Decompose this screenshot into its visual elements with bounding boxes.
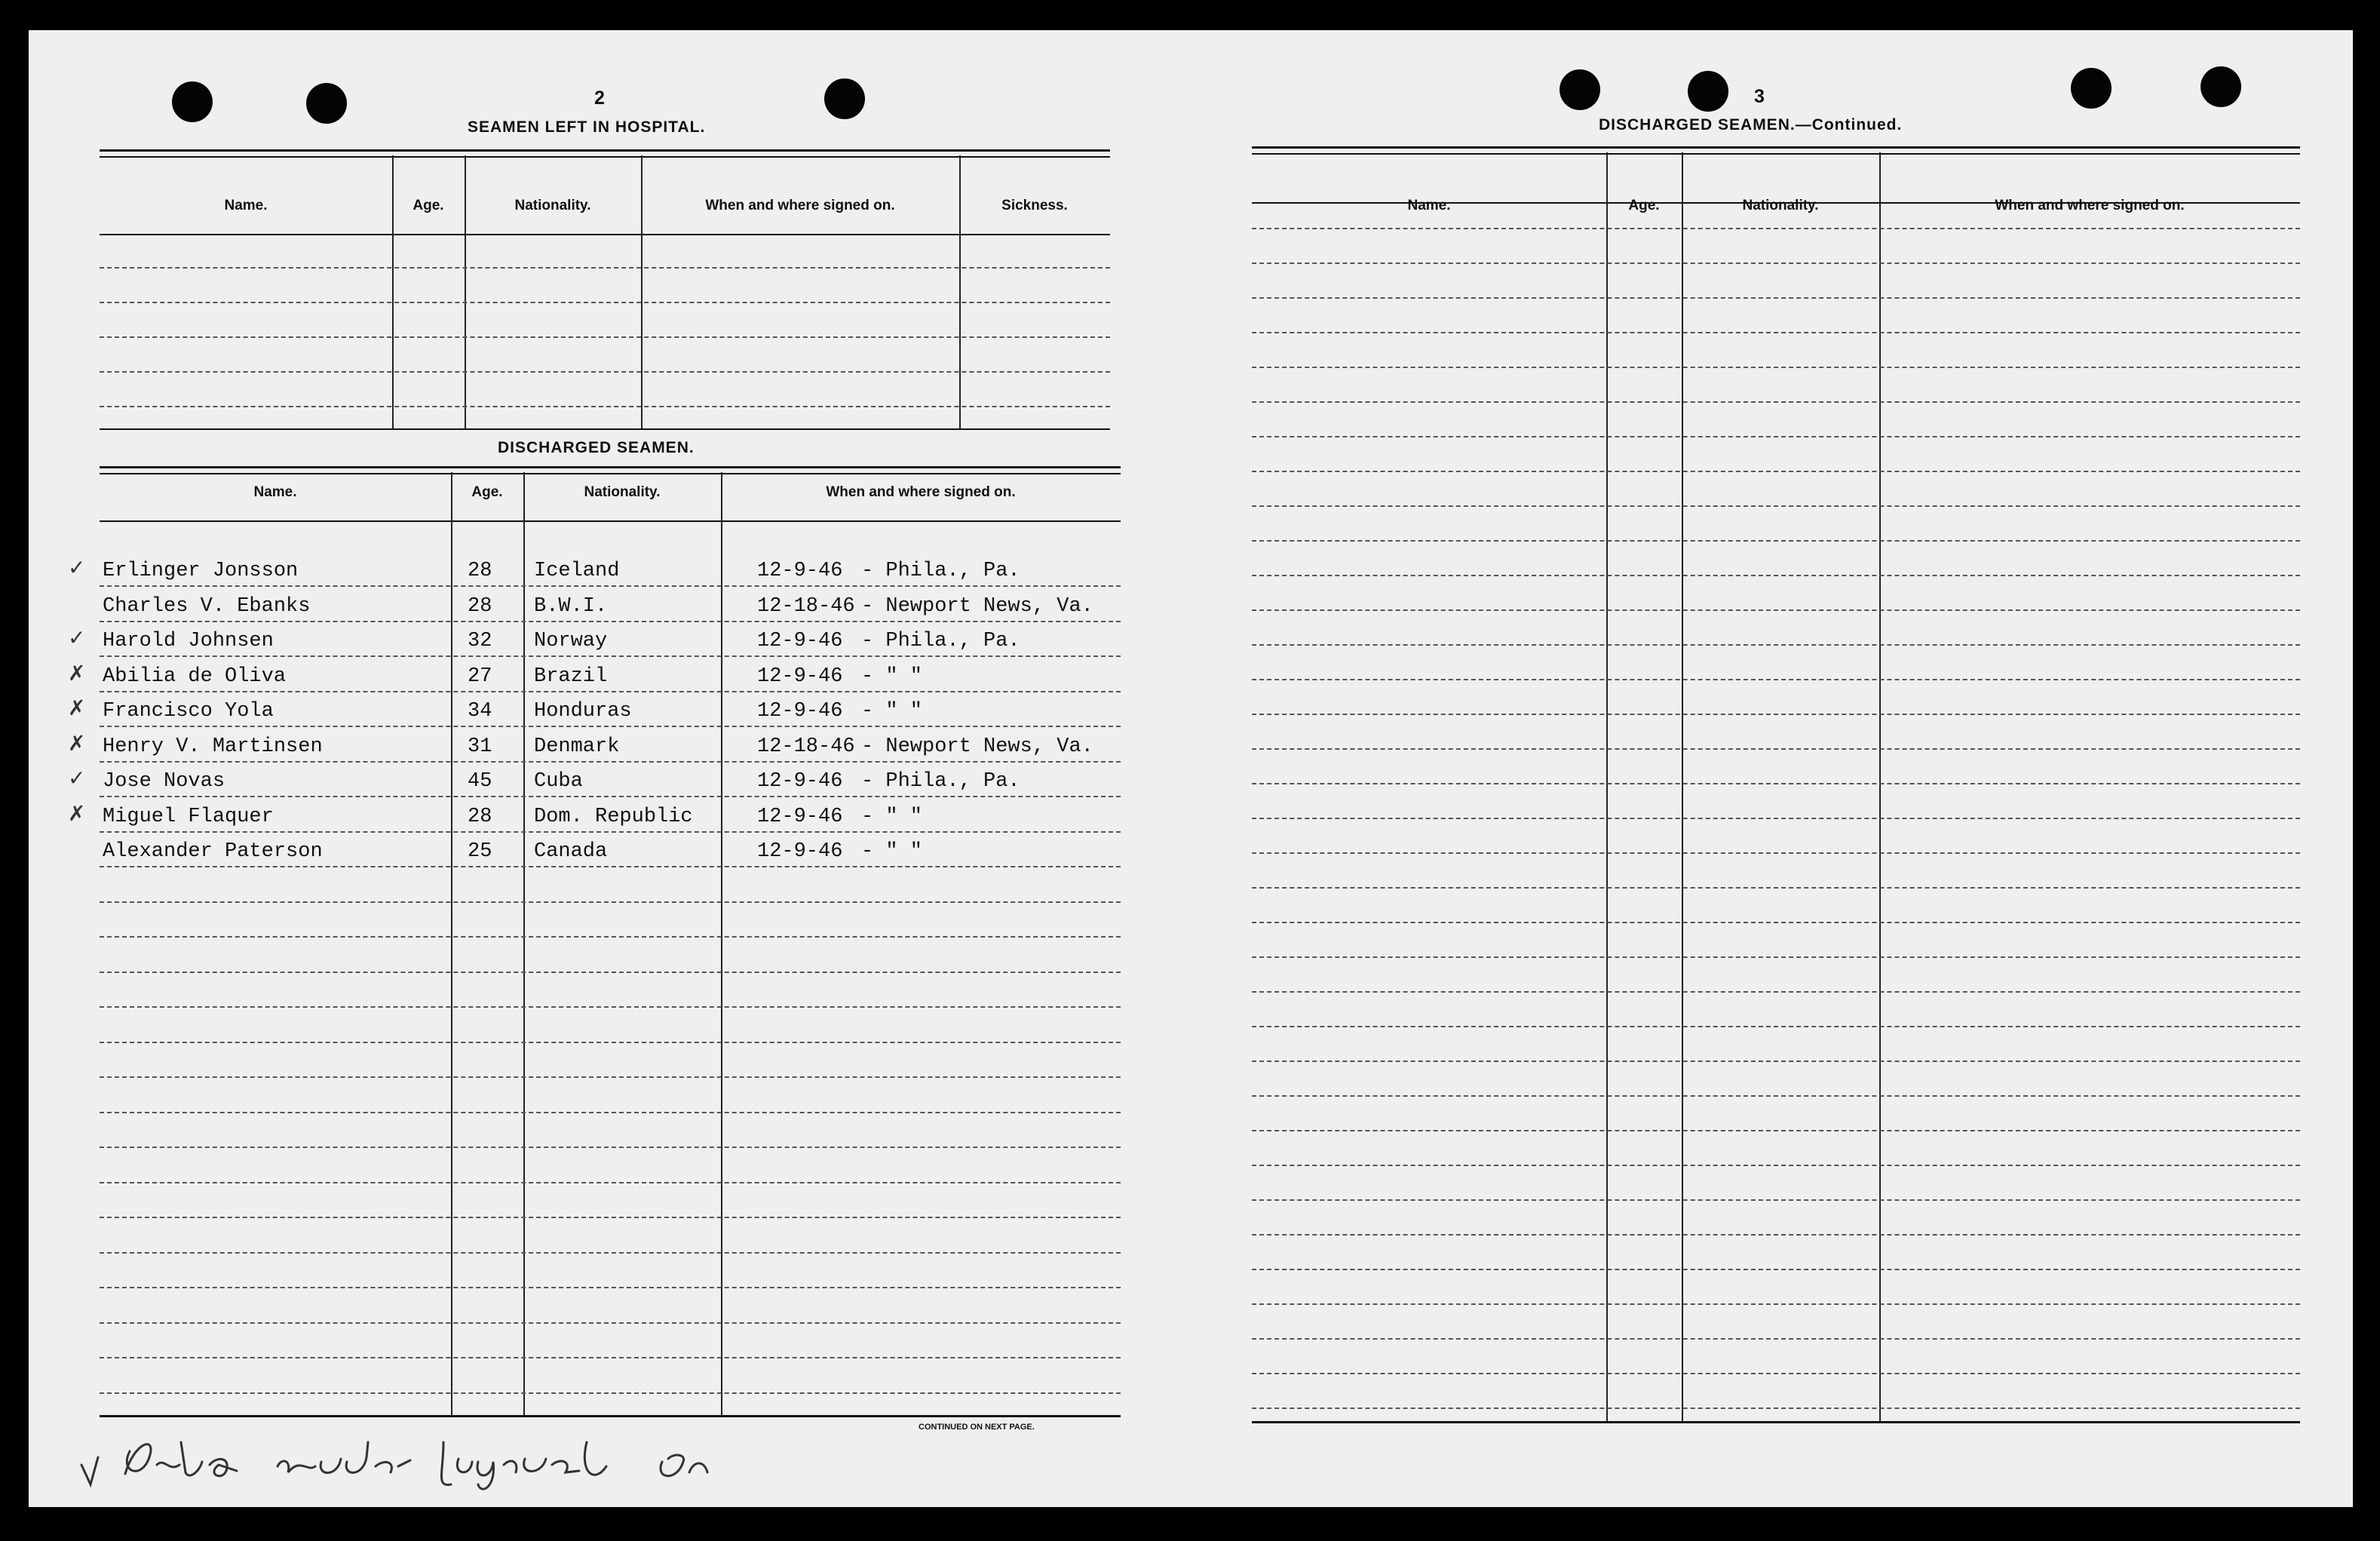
punch-hole [1560, 69, 1600, 110]
signed-on-place: - " " [861, 840, 923, 863]
seaman-age: 32 [468, 630, 492, 652]
table-row [68, 660, 1121, 691]
punch-hole [306, 83, 347, 124]
punch-hole [172, 81, 213, 122]
row-checkmark: ✗ [68, 730, 86, 756]
table-row [100, 836, 1121, 866]
signed-on-date: 12-9-46 [757, 840, 843, 863]
signed-on-place: - " " [861, 700, 923, 723]
seaman-nationality: Cuba [534, 770, 583, 793]
hospital-table [100, 149, 1110, 459]
seaman-nationality: Canada [534, 840, 608, 863]
continued-header-age: Age. [1628, 198, 1660, 213]
hospital-header-name: Name. [224, 198, 268, 213]
seaman-age: 45 [468, 770, 492, 793]
row-checkmark: ✓ [68, 766, 86, 790]
signed-on-date: 12-9-46 [757, 770, 843, 793]
punch-hole [2071, 68, 2112, 109]
page-number-left: 2 [594, 87, 605, 109]
table-row [68, 555, 1121, 585]
hospital-header-nationality: Nationality. [514, 198, 591, 213]
continued-note: CONTINUED ON NEXT PAGE. [919, 1423, 1035, 1432]
seaman-nationality: Honduras [534, 700, 632, 723]
signed-on-place: - Newport News, Va. [861, 594, 1093, 618]
seaman-age: 28 [468, 560, 492, 582]
table-row [68, 800, 1121, 831]
signed-on-date: 12-9-46 [757, 700, 843, 723]
discharged-header-name: Name. [253, 484, 297, 500]
hospital-section-title: SEAMEN LEFT IN HOSPITAL. [468, 118, 706, 136]
table-row [100, 591, 1121, 621]
seaman-age: 28 [468, 805, 492, 828]
seaman-name: Henry V. Martinsen [103, 735, 323, 758]
table-row [68, 730, 1121, 761]
seaman-name: Miguel Flaquer [103, 805, 274, 828]
discharged-header-nationality: Nationality. [584, 484, 661, 500]
signed-on-date: 12-9-46 [757, 560, 843, 582]
signed-on-place: - Phila., Pa. [861, 630, 1020, 652]
signed-on-date: 12-9-46 [757, 665, 843, 688]
right-section-title: DISCHARGED SEAMEN.—Continued. [1599, 116, 1903, 134]
page-number-right: 3 [1754, 86, 1765, 107]
punch-hole [2201, 66, 2241, 107]
discharged-header-signed-on: When and where signed on. [826, 484, 1016, 500]
seaman-nationality: Norway [534, 630, 608, 652]
seaman-name: Erlinger Jonsson [103, 560, 299, 582]
seaman-name: Harold Johnsen [103, 630, 274, 652]
continued-header-name: Name. [1407, 198, 1451, 213]
table-row [68, 766, 1121, 796]
seaman-nationality: Denmark [534, 735, 620, 758]
signed-on-place: - Phila., Pa. [861, 560, 1020, 582]
continued-header-signed-on: When and where signed on. [1995, 198, 2185, 213]
row-checkmark: ✗ [68, 695, 86, 720]
seaman-name: Charles V. Ebanks [103, 594, 311, 618]
seaman-nationality: Iceland [534, 560, 620, 582]
row-checkmark: ✓ [68, 555, 86, 580]
seaman-nationality: B.W.I. [534, 594, 608, 618]
signed-on-place: - " " [861, 805, 923, 828]
row-checkmark: ✗ [68, 660, 86, 686]
hospital-header-signed-on: When and where signed on. [705, 198, 895, 213]
seaman-age: 31 [468, 735, 492, 758]
seaman-name: Alexander Paterson [103, 840, 323, 863]
continued-header-nationality: Nationality. [1742, 198, 1819, 213]
signed-on-place: - " " [861, 665, 923, 688]
signed-on-place: - Newport News, Va. [861, 735, 1093, 758]
signed-on-date: 12-18-46 [757, 594, 855, 618]
punch-hole [824, 78, 865, 119]
signed-on-date: 12-9-46 [757, 805, 843, 828]
seaman-age: 34 [468, 700, 492, 723]
signed-on-place: - Phila., Pa. [861, 770, 1020, 793]
row-checkmark: ✗ [68, 800, 86, 826]
discharged-header-age: Age. [471, 484, 503, 500]
signed-on-date: 12-18-46 [757, 735, 855, 758]
continued-table [1252, 146, 2300, 1451]
handwritten-note [51, 1412, 813, 1495]
signed-on-date: 12-9-46 [757, 630, 843, 652]
punch-hole [1688, 71, 1728, 112]
seaman-age: 28 [468, 594, 492, 618]
row-checkmark: ✓ [68, 625, 86, 650]
hospital-header-sickness: Sickness. [1001, 198, 1068, 213]
seaman-age: 27 [468, 665, 492, 688]
seaman-name: Abilia de Oliva [103, 665, 287, 688]
discharged-table [68, 466, 1121, 1447]
seaman-nationality: Dom. Republic [534, 805, 693, 828]
seaman-nationality: Brazil [534, 665, 608, 688]
discharged-section-title: DISCHARGED SEAMEN. [498, 439, 695, 456]
hospital-header-age: Age. [413, 198, 444, 213]
seaman-age: 25 [468, 840, 492, 863]
table-row [68, 625, 1121, 655]
document-sheet [29, 30, 2353, 1507]
seaman-name: Jose Novas [103, 770, 225, 793]
seaman-name: Francisco Yola [103, 700, 274, 723]
table-row [68, 695, 1121, 726]
